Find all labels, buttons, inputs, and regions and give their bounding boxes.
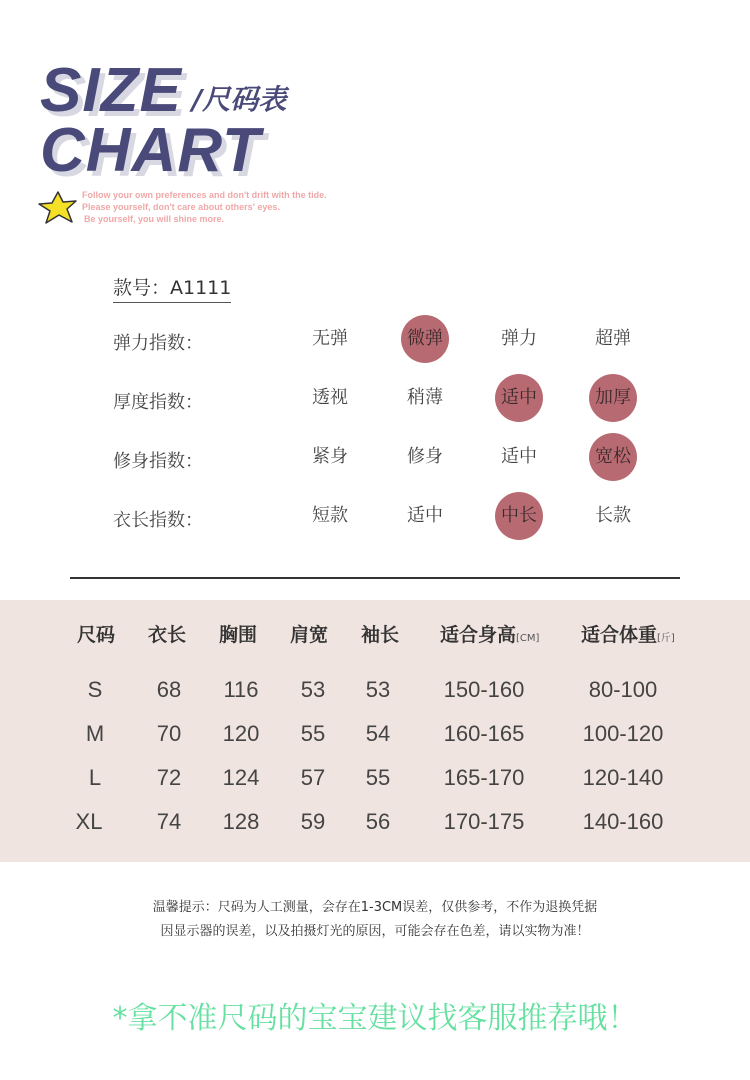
- table-cell: 170-175: [443, 809, 525, 834]
- weight-unit: [斤]: [657, 633, 675, 644]
- table-cell: 74: [156, 809, 182, 834]
- table-cell: L: [88, 765, 102, 790]
- table-header-weight: [581, 620, 675, 647]
- thickness-option-selected: 加厚: [589, 374, 637, 422]
- table-cell: XL: [75, 809, 103, 834]
- table-header-length: 衣长: [148, 624, 187, 646]
- elasticity-option: 弹力: [501, 328, 537, 349]
- table-cell: 128: [222, 809, 260, 834]
- slogan-line: Be yourself, you will shine more.: [84, 214, 225, 224]
- slogan-line: Follow your own preferences and don't drift with the tide.: [82, 190, 327, 200]
- table-cell: 55: [300, 721, 326, 746]
- thickness-index-label: 厚度指数：: [113, 392, 203, 413]
- table-cell: 56: [365, 809, 391, 834]
- table-header-shoulder: 肩宽: [290, 624, 329, 646]
- elasticity-index-label: 弹力指数：: [113, 333, 203, 354]
- table-cell: 54: [365, 721, 391, 746]
- note-line: 温馨提示：尺码为人工测量，会存在1-3CM误差，仅供参考，不作为退换凭据: [152, 900, 598, 915]
- table-cell: 165-170: [443, 765, 525, 790]
- table-cell: M: [85, 721, 105, 746]
- length-option: 短款: [312, 505, 348, 526]
- table-cell: 100-120: [582, 721, 664, 746]
- fit-option-selected: 宽松: [589, 433, 637, 481]
- table-cell: 57: [300, 765, 326, 790]
- height-unit: [CM]: [516, 633, 540, 644]
- height-header-text: 适合身高: [440, 624, 517, 646]
- elasticity-option: 无弹: [312, 328, 348, 349]
- fit-option: 适中: [501, 446, 537, 467]
- title-size: SIZE: [40, 56, 182, 125]
- slogan-line: Please yourself, don't care about others' eyes.: [82, 202, 280, 212]
- thickness-option: 稍薄: [407, 387, 443, 408]
- table-cell: 150-160: [443, 677, 525, 702]
- length-option-selected: 中长: [495, 492, 543, 540]
- divider: [70, 577, 680, 579]
- table-cell: 160-165: [443, 721, 525, 746]
- page-subtitle: /尺码表: [192, 83, 287, 116]
- length-option: 长款: [595, 505, 631, 526]
- star-icon: [36, 190, 80, 226]
- table-cell: 59: [300, 809, 326, 834]
- thickness-option-selected: 适中: [495, 374, 543, 422]
- title-chart: CHART: [40, 116, 261, 185]
- customer-service-promo: *拿不准尺码的宝宝建议找客服推荐哦！: [112, 1001, 638, 1036]
- table-cell: 53: [300, 677, 326, 702]
- table-cell: 140-160: [582, 809, 664, 834]
- table-header-sleeve: 袖长: [361, 624, 400, 646]
- table-cell: 53: [365, 677, 391, 702]
- fit-option: 修身: [407, 446, 443, 467]
- elasticity-option-selected: 微弹: [401, 315, 449, 363]
- table-cell: 116: [223, 677, 259, 702]
- length-index-label: 衣长指数：: [113, 510, 203, 531]
- table-cell: 70: [156, 721, 182, 746]
- table-cell: 68: [156, 677, 182, 702]
- length-option: 适中: [407, 505, 443, 526]
- table-cell: 55: [365, 765, 391, 790]
- table-cell: 120-140: [582, 765, 664, 790]
- table-cell: 80-100: [588, 677, 658, 702]
- table-header-size: 尺码: [77, 624, 116, 646]
- table-cell: S: [87, 677, 103, 702]
- table-cell: 72: [156, 765, 182, 790]
- fit-option: 紧身: [312, 446, 348, 467]
- weight-header-text: 适合体重: [581, 624, 658, 646]
- table-cell: 120: [222, 721, 260, 746]
- elasticity-option: 超弹: [595, 328, 631, 349]
- note-line: 因显示器的误差，以及拍摄灯光的原因，可能会存在色差，请以实物为准！: [160, 924, 590, 939]
- table-header-height: [440, 620, 539, 647]
- style-number: 款号：A1111: [113, 273, 231, 303]
- thickness-option: 透视: [312, 387, 348, 408]
- fit-index-label: 修身指数：: [113, 451, 203, 472]
- table-cell: 124: [222, 765, 260, 790]
- table-header-chest: 胸围: [219, 624, 258, 646]
